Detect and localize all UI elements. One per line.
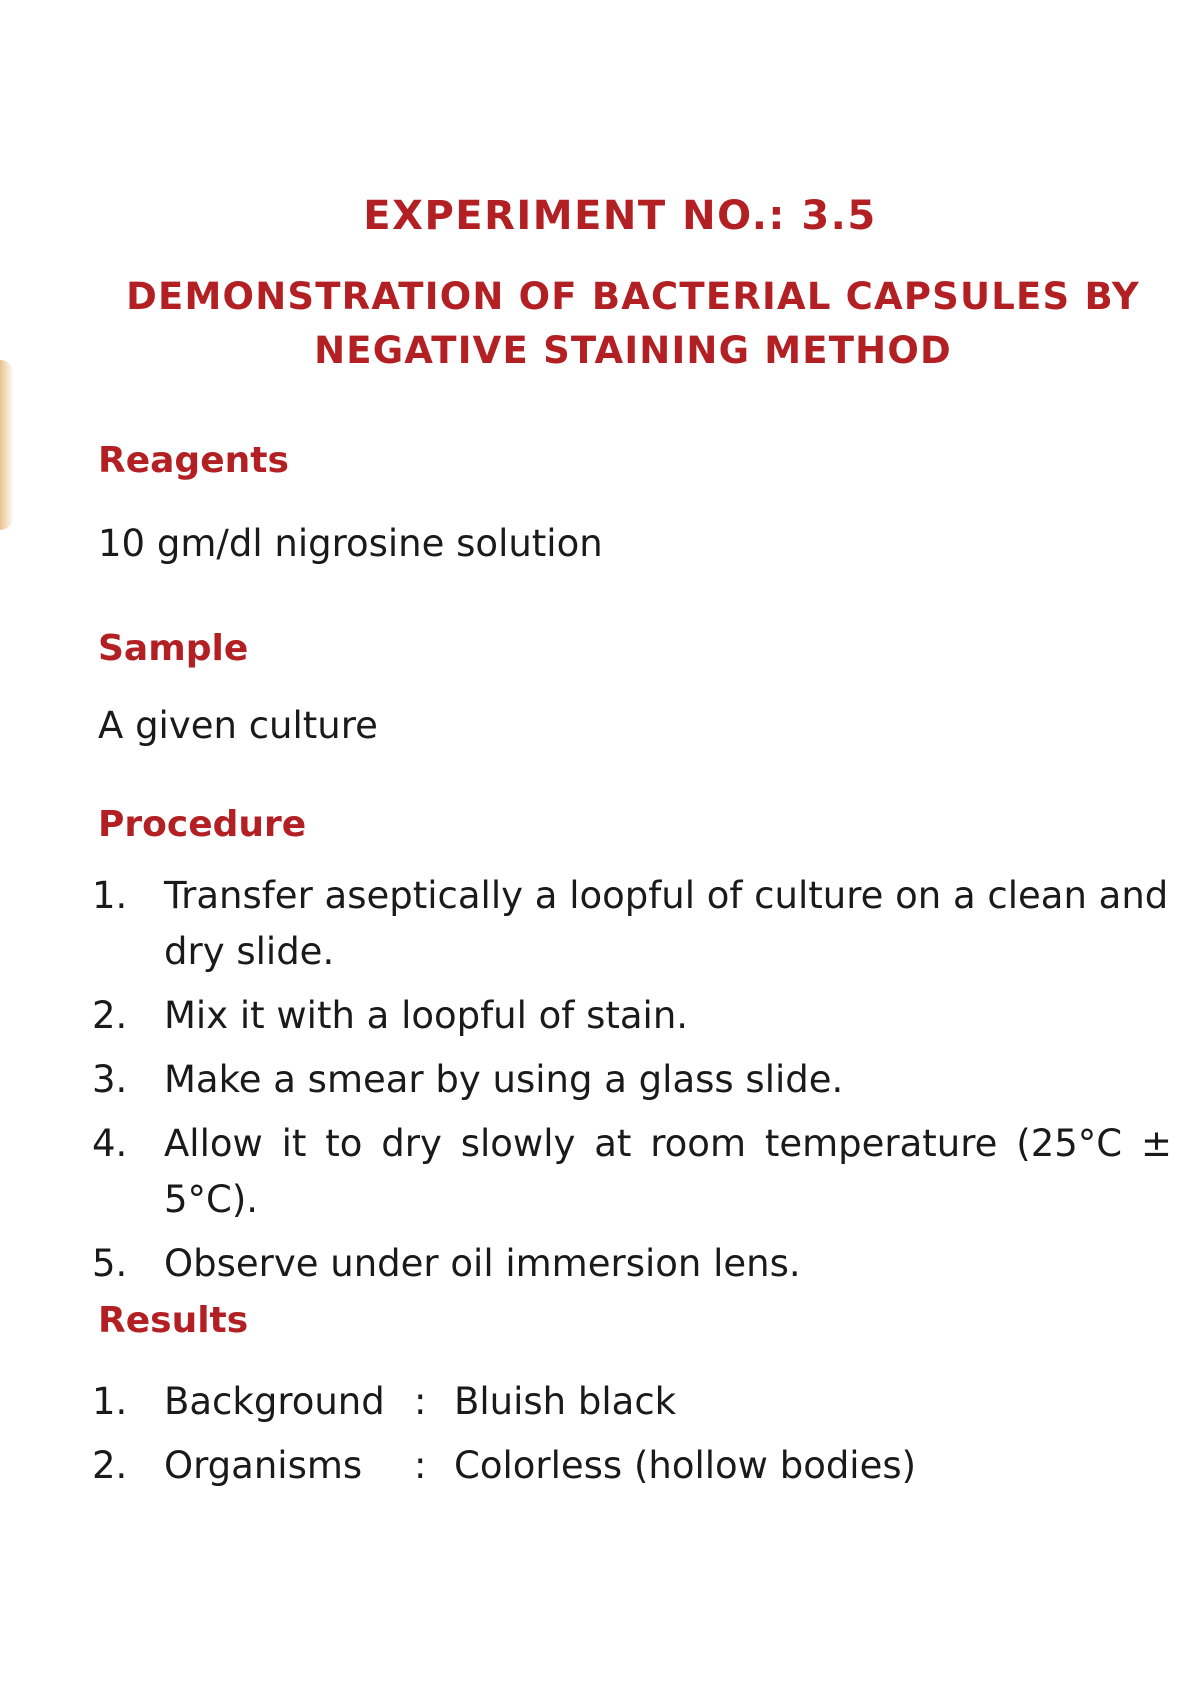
reagents-heading: Reagents [98, 440, 289, 481]
procedure-step [92, 1052, 1172, 1108]
title-line-2: NEGATIVE STAINING METHOD [314, 329, 952, 372]
step-text: Allow it to dry slowly at room temperature (25°C ± 5°C). [164, 1122, 1172, 1221]
result-label: Organisms [164, 1444, 363, 1487]
step-number: 2. [92, 994, 128, 1037]
step-number: 1. [92, 874, 128, 917]
procedure-step [92, 988, 1172, 1044]
sample-heading: Sample [98, 628, 249, 669]
result-label: Background [164, 1380, 385, 1423]
procedure-step [92, 1116, 1172, 1228]
procedure-step [92, 868, 1172, 980]
reagents-text: 10 gm/dl nigrosine solution [98, 522, 603, 565]
result-colon: : [414, 1380, 427, 1423]
step-number: 4. [92, 1122, 128, 1165]
result-colon: : [414, 1444, 427, 1487]
procedure-list [92, 868, 1172, 1300]
procedure-heading: Procedure [98, 804, 307, 845]
result-number: 1. [92, 1380, 128, 1423]
result-row [92, 1434, 916, 1498]
step-text: Observe under oil immersion lens. [164, 1242, 801, 1285]
step-text: Make a smear by using a glass slide. [164, 1058, 844, 1101]
procedure-step [92, 1236, 1172, 1292]
step-text: Mix it with a loopful of stain. [164, 994, 689, 1037]
result-row [92, 1370, 916, 1434]
results-list [92, 1370, 916, 1498]
step-text: Transfer aseptically a loopful of culture on a clean and dry slide. [164, 874, 1169, 973]
title-line-1: DEMONSTRATION OF BACTERIAL CAPSULES BY [126, 275, 1140, 318]
step-number: 3. [92, 1058, 128, 1101]
sample-text: A given culture [98, 704, 378, 747]
result-value: Bluish black [454, 1380, 677, 1423]
page-edge-shadow [0, 360, 14, 530]
result-value: Colorless (hollow bodies) [454, 1444, 917, 1487]
step-number: 5. [92, 1242, 128, 1285]
result-number: 2. [92, 1444, 128, 1487]
experiment-number: EXPERIMENT NO.: 3.5 [363, 193, 877, 239]
results-heading: Results [98, 1300, 249, 1341]
experiment-title [88, 270, 1178, 378]
